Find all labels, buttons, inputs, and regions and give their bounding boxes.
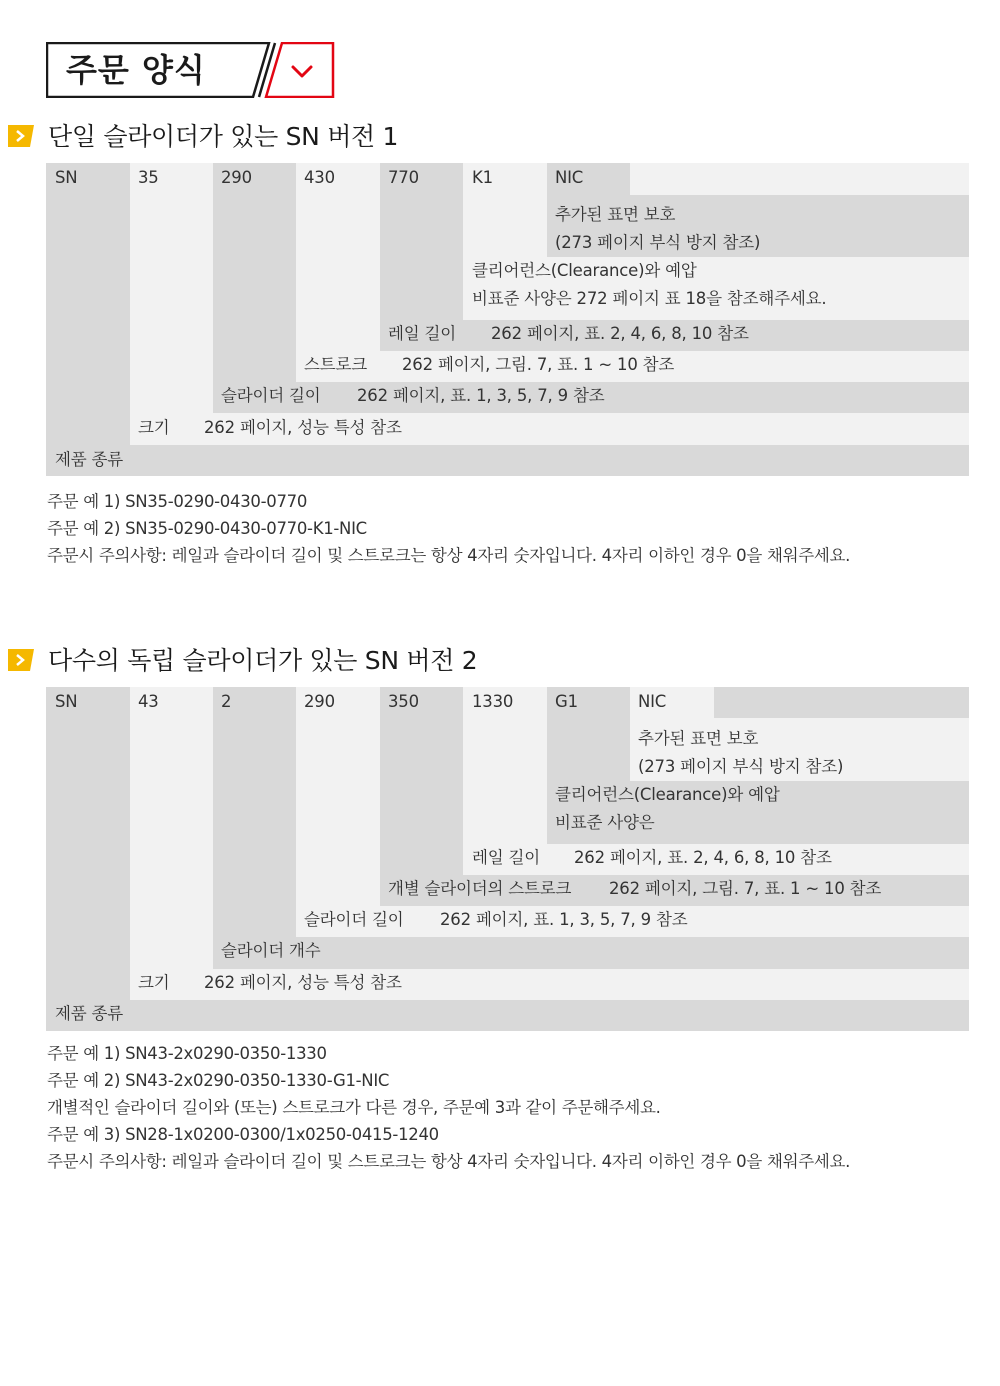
desc-text: 비표준 사양은 272 페이지 표 18을 참조해주세요.: [472, 289, 827, 308]
code-column: [46, 687, 130, 1031]
desc-text: (273 페이지 부식 방지 참조): [555, 233, 761, 252]
code-label: 290: [304, 692, 335, 711]
code-label: 290: [221, 168, 252, 187]
code-label: NIC: [638, 692, 667, 711]
desc-ref: 262 페이지, 표. 1, 3, 5, 7, 9 참조: [357, 386, 605, 405]
order-notes-2: [47, 1040, 850, 1175]
code-column: [296, 163, 380, 382]
note-line: 주문시 주의사항: 레일과 슬라이더 길이 및 스트로크는 항상 4자리 숫자입니다. 4자리 이하인 경우 0을 채워주세요.: [47, 546, 851, 565]
note-line: 주문 예 1) SN43-2x0290-0350-1330: [47, 1044, 327, 1063]
desc-label: 크기: [138, 418, 170, 437]
code-label: 430: [304, 168, 335, 187]
code-column: [130, 687, 213, 1000]
arrow-marker-icon: [8, 649, 34, 671]
code-column: [46, 163, 130, 476]
desc-label: 슬라이더 길이: [304, 910, 404, 929]
desc-text: 추가된 표면 보호: [555, 205, 676, 224]
desc-text: 비표준 사양은: [555, 813, 655, 832]
code-label: 770: [388, 168, 419, 187]
code-label: K1: [472, 168, 493, 187]
code-label: SN: [55, 692, 78, 711]
desc-ref: 262 페이지, 표. 1, 3, 5, 7, 9 참조: [440, 910, 688, 929]
page-title: 주문 양식: [66, 51, 206, 89]
code-label: 35: [138, 168, 159, 187]
note-line: 주문 예 2) SN35-0290-0430-0770-K1-NIC: [47, 519, 367, 538]
order-code-table-2: [46, 687, 969, 1031]
desc-label: 크기: [138, 973, 170, 992]
desc-label: 슬라이더 길이: [221, 386, 321, 405]
header-filler: [714, 687, 969, 718]
chevron-down-icon[interactable]: [287, 62, 317, 82]
desc-ref: 262 페이지, 그림. 7, 표. 1 ~ 10 참조: [609, 879, 882, 898]
desc-label: 스트로크: [304, 355, 367, 374]
section-title: 다수의 독립 슬라이더가 있는 SN 버전 2: [48, 646, 478, 675]
code-column: [213, 687, 296, 969]
code-label: 43: [138, 692, 159, 711]
desc-label: 레일 길이: [472, 848, 541, 867]
desc-row: [213, 937, 969, 969]
code-label: SN: [55, 168, 78, 187]
desc-label: 슬라이더 개수: [221, 941, 321, 960]
order-code-table-1: [46, 163, 969, 476]
code-label: 1330: [472, 692, 514, 711]
desc-row: [46, 445, 969, 476]
code-label: 2: [221, 692, 232, 711]
desc-text: 클리어런스(Clearance)와 예압: [472, 261, 697, 280]
code-column: [130, 163, 213, 445]
code-label: 350: [388, 692, 419, 711]
code-column: [380, 687, 463, 906]
desc-ref: 262 페이지, 그림. 7, 표. 1 ~ 10 참조: [402, 355, 675, 374]
note-line: 주문 예 3) SN28-1x0200-0300/1x0250-0415-1240: [47, 1125, 439, 1144]
desc-label: 레일 길이: [388, 324, 457, 343]
note-line: 주문 예 2) SN43-2x0290-0350-1330-G1-NIC: [47, 1071, 390, 1090]
desc-text: 클리어런스(Clearance)와 예압: [555, 785, 780, 804]
desc-ref: 262 페이지, 표. 2, 4, 6, 8, 10 참조: [491, 324, 749, 343]
header-filler: [630, 163, 969, 195]
desc-label: 제품 종류: [55, 1004, 124, 1023]
code-column: [296, 687, 380, 937]
code-label: NIC: [555, 168, 584, 187]
desc-ref: 262 페이지, 성능 특성 참조: [204, 418, 402, 437]
code-column: [213, 163, 296, 413]
desc-ref: 262 페이지, 표. 2, 4, 6, 8, 10 참조: [574, 848, 832, 867]
note-line: 주문시 주의사항: 레일과 슬라이더 길이 및 스트로크는 항상 4자리 숫자입니다. 4자리 이하인 경우 0을 채워주세요.: [47, 1152, 851, 1171]
desc-text: (273 페이지 부식 방지 참조): [638, 757, 844, 776]
page-header: [46, 42, 336, 98]
desc-ref: 262 페이지, 성능 특성 참조: [204, 973, 402, 992]
desc-label: 제품 종류: [55, 450, 124, 469]
desc-label: 개별 슬라이더의 스트로크: [388, 879, 572, 898]
code-label: G1: [555, 692, 578, 711]
note-line: 주문 예 1) SN35-0290-0430-0770: [47, 492, 308, 511]
section-title: 단일 슬라이더가 있는 SN 버전 1: [48, 122, 399, 151]
note-line: 개별적인 슬라이더 길이와 (또는) 스트로크가 다른 경우, 주문예 3과 같이 주문해주세요.: [47, 1098, 661, 1117]
arrow-marker-icon: [8, 125, 34, 147]
desc-row: [46, 1000, 969, 1031]
order-notes-1: [47, 488, 850, 569]
desc-text: 추가된 표면 보호: [638, 729, 759, 748]
